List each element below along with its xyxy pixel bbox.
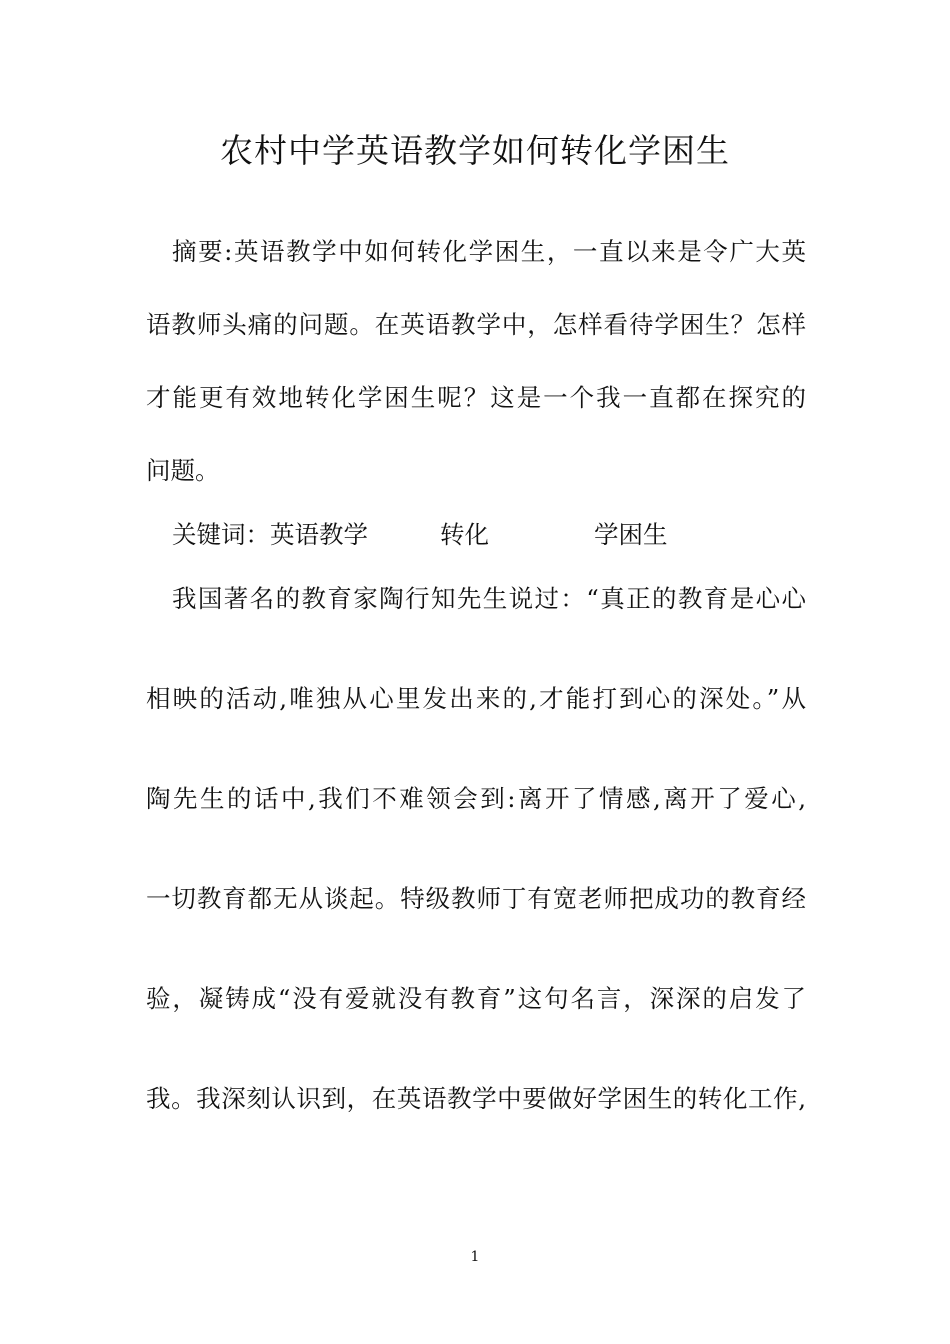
page-number: 1 (470, 1249, 480, 1265)
body-line-4: 一切教育都无从谈起。特级教师丁有宽老师把成功的教育经 (146, 884, 806, 913)
keyword-term-3: 学困生 (594, 520, 668, 549)
abstract-line-2: 语教师头痛的问题。在英语教学中，怎样看待学困生？怎样 (146, 310, 806, 339)
body-line-6: 我。我深刻认识到，在英语教学中要做好学困生的转化工作, (146, 1084, 806, 1113)
body-line-1: 我国著名的教育家陶行知先生说过：“真正的教育是心心 (172, 584, 806, 613)
keyword-term-2: 转化 (440, 520, 489, 549)
body-line-2: 相映的活动,唯独从心里发出来的,才能打到心的深处。”从 (146, 684, 806, 713)
body-line-3: 陶先生的话中,我们不难领会到:离开了情感,离开了爱心, (146, 784, 806, 813)
abstract-line-4: 问题。 (146, 456, 220, 485)
document-title: 农村中学英语教学如何转化学困生 (220, 131, 730, 170)
body-line-5: 验，凝铸成“没有爱就没有教育”这句名言，深深的启发了 (146, 984, 806, 1013)
abstract-line-3: 才能更有效地转化学困生呢？这是一个我一直都在探究的 (146, 383, 806, 412)
abstract-line-1: 摘要:英语教学中如何转化学困生，一直以来是令广大英 (172, 237, 806, 266)
keywords-label: 关键词：英语教学 (172, 520, 368, 549)
